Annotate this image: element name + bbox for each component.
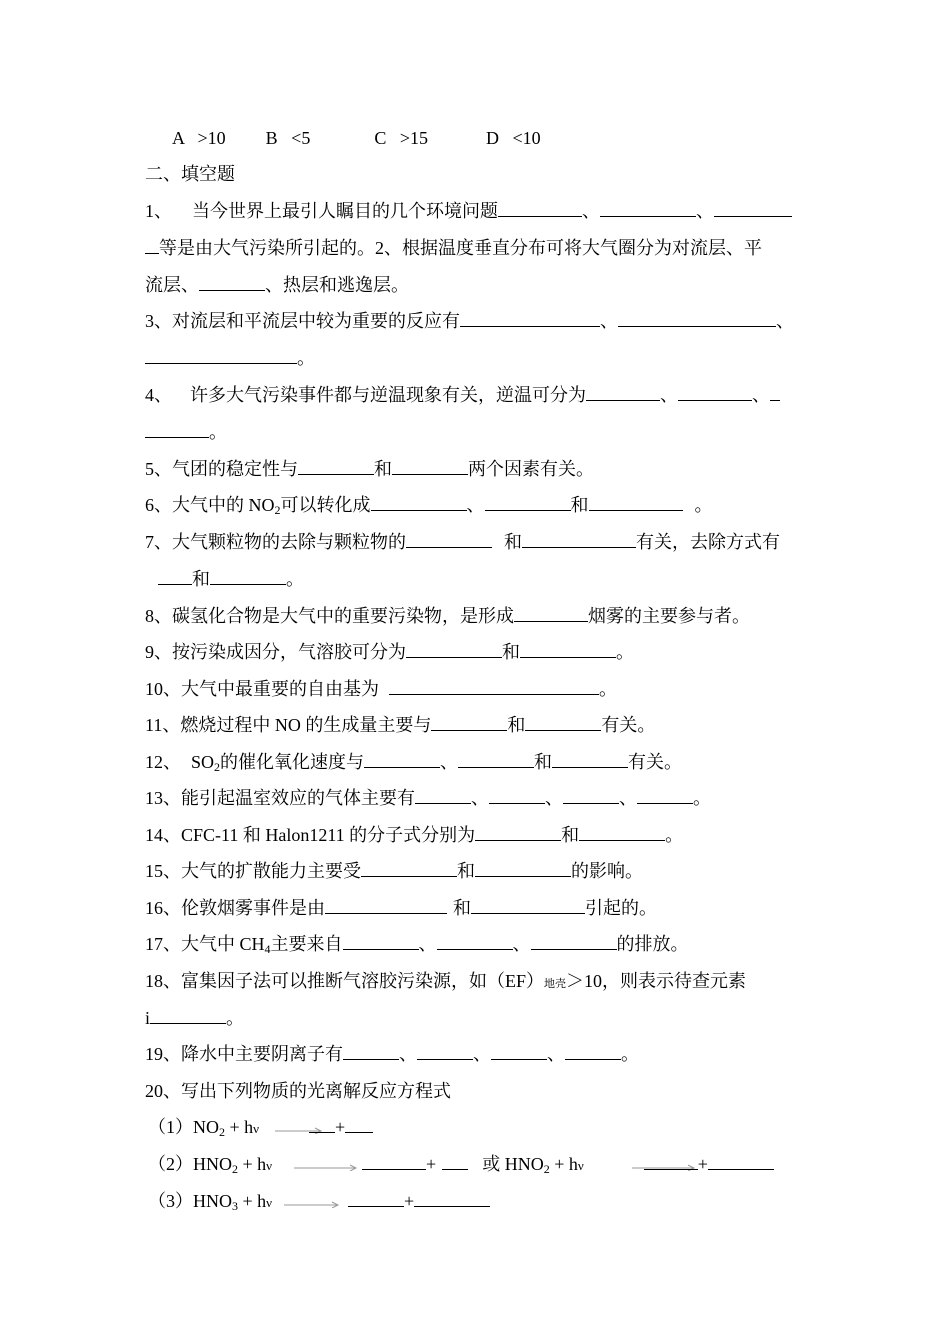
question-19	[145, 1042, 639, 1066]
separator: 、	[471, 788, 489, 808]
answer-blank[interactable]	[415, 786, 471, 804]
conjunction: 和	[502, 642, 520, 662]
answer-blank[interactable]	[362, 1152, 426, 1170]
plus-sign: +	[697, 1154, 708, 1174]
q14-text-a: 14、CFC-11 和 Halon1211 的分子式分别为	[145, 825, 476, 845]
answer-blank[interactable]	[678, 383, 752, 401]
answer-blank[interactable]	[414, 1189, 490, 1207]
q10-text-a: 10、大气中最重要的自由基为	[145, 679, 379, 699]
separator: 、	[545, 788, 563, 808]
q16-text-b: 引起的。	[585, 898, 657, 918]
subscript: 2	[232, 1162, 238, 1176]
question-11	[145, 713, 655, 737]
period: 。	[226, 1008, 245, 1028]
q5-text-b: 两个因素有关。	[468, 459, 594, 479]
q7-text-b: 有关，去除方式有	[636, 532, 780, 552]
q1-text-d: 、热层和逃逸层。	[265, 275, 409, 295]
q17-text-c: 的排放。	[616, 934, 689, 954]
eq2-or-label: 或 HNO	[482, 1154, 544, 1174]
answer-blank[interactable]	[489, 786, 545, 804]
arrow-right-icon	[284, 1198, 342, 1208]
answer-blank[interactable]	[406, 530, 492, 548]
separator: 、	[512, 934, 531, 954]
subscript: 2	[543, 1162, 550, 1176]
question-13	[145, 786, 711, 810]
answer-blank[interactable]	[325, 896, 447, 914]
answer-blank[interactable]	[637, 786, 693, 804]
q11-text-a: 11、燃烧过程中 NO 的生成量主要与	[145, 715, 432, 735]
answer-blank[interactable]	[158, 567, 192, 585]
eq2-label: （2）HNO	[148, 1154, 232, 1174]
question-9	[145, 640, 634, 664]
separator: 、	[547, 1044, 565, 1064]
arrow-right-icon	[294, 1161, 360, 1171]
answer-blank[interactable]	[361, 859, 457, 877]
q18-text-a: 18、富集因子法可以推断气溶胶污染源，如（EF）	[145, 971, 545, 991]
period: 。	[599, 679, 617, 699]
answer-blank[interactable]	[514, 604, 588, 622]
q9-text-a: 9、按污染成因分，气溶胶可分为	[145, 642, 406, 662]
conjunction: 和	[534, 752, 553, 772]
answer-blank[interactable]	[392, 457, 468, 475]
period: 。	[297, 348, 315, 368]
separator: 、	[600, 311, 618, 331]
eq1-rest: + h	[225, 1117, 254, 1137]
equation-1	[148, 1115, 373, 1141]
question-7-line-1	[145, 530, 780, 554]
answer-blank[interactable]	[309, 1115, 335, 1133]
question-1-line-2	[145, 236, 762, 260]
answer-blank[interactable]	[150, 1006, 226, 1024]
q12-number: 12、	[145, 752, 181, 772]
equation-2	[148, 1152, 774, 1178]
subscript: 4	[264, 942, 271, 956]
plus-sign: +	[335, 1117, 346, 1137]
subscript: 3	[232, 1199, 238, 1213]
answer-blank[interactable]	[708, 1152, 774, 1170]
section-title: 二、填空题	[145, 164, 235, 184]
question-8	[145, 604, 750, 628]
subscript: 2	[219, 1125, 225, 1139]
answer-blank[interactable]	[343, 932, 419, 950]
q4-text-a: 许多大气污染事件都与逆温现象有关，逆温可分为	[190, 385, 586, 405]
question-12	[145, 750, 682, 774]
answer-blank[interactable]	[431, 713, 507, 731]
q17-text-b: 主要来自	[270, 934, 343, 954]
q15-text-a: 15、大气的扩散能力主要受	[145, 861, 361, 881]
answer-blank[interactable]	[579, 823, 665, 841]
question-1-line-3	[145, 273, 409, 297]
eq2-rest: + h	[238, 1154, 267, 1174]
answer-blank[interactable]	[389, 677, 599, 695]
separator: 、	[696, 201, 714, 221]
separator: 、	[582, 201, 600, 221]
answer-blank[interactable]	[563, 786, 619, 804]
answer-blank[interactable]	[364, 750, 440, 768]
question-18-line-2	[145, 1006, 244, 1030]
q18-text-c: i	[145, 1008, 151, 1028]
q19-text-a: 19、降水中主要阴离子有	[145, 1044, 343, 1064]
question-10	[145, 677, 617, 701]
answer-blank[interactable]	[531, 932, 617, 950]
conjunction: 和	[457, 861, 475, 881]
answer-blank[interactable]	[343, 1042, 399, 1060]
q12-text-c: 有关。	[628, 752, 683, 772]
answer-blank[interactable]	[522, 530, 636, 548]
answer-blank[interactable]	[485, 493, 571, 511]
q12-text-a: SO	[191, 752, 215, 772]
period: 。	[694, 495, 713, 515]
q12-text-b: 的催化氧化速度与	[220, 752, 365, 772]
period: 。	[665, 825, 684, 845]
answer-blank[interactable]	[345, 1115, 373, 1133]
q11-text-b: 有关。	[601, 715, 656, 735]
question-3-line-1	[145, 309, 794, 333]
separator: 、	[399, 1044, 417, 1064]
answer-blank[interactable]	[586, 383, 660, 401]
conjunction: 和	[453, 898, 471, 918]
q16-text-a: 16、伦敦烟雾事件是由	[145, 898, 325, 918]
period: 。	[621, 1044, 639, 1064]
question-17	[145, 932, 689, 956]
separator: 、	[619, 788, 637, 808]
separator: 、	[466, 495, 485, 515]
nu-symbol: ν	[577, 1158, 584, 1173]
subscript: 2	[274, 503, 281, 517]
eq3-label: （3）HNO	[148, 1191, 232, 1211]
answer-blank[interactable]	[417, 1042, 473, 1060]
choice-d: D <10	[486, 128, 541, 148]
answer-blank[interactable]	[145, 420, 209, 438]
question-14	[145, 823, 683, 847]
q6-text-b: 可以转化成	[280, 495, 371, 515]
choice-c: C >15	[374, 128, 429, 148]
conjunction: 和	[570, 495, 589, 515]
answer-blank[interactable]	[199, 273, 265, 291]
conjunction: 和	[192, 569, 210, 589]
answer-blank[interactable]	[475, 859, 571, 877]
q7-text-a: 7、大气颗粒物的去除与颗粒物的	[145, 532, 406, 552]
question-20: 20、写出下列物质的光离解反应方程式	[145, 1081, 451, 1101]
question-16	[145, 896, 657, 920]
q1-text-b: 等是由大气污染所引起的。2、根据温度垂直分布可将大气圈分为对流层、平	[159, 238, 762, 258]
separator: 、	[473, 1044, 491, 1064]
answer-blank[interactable]	[520, 640, 616, 658]
q13-text-a: 13、能引起温室效应的气体主要有	[145, 788, 415, 808]
answer-blank[interactable]	[437, 932, 513, 950]
answer-blank[interactable]	[618, 309, 776, 327]
question-3-line-2	[145, 346, 315, 370]
nu-symbol: ν	[266, 1158, 273, 1173]
subscript: 2	[214, 760, 221, 774]
conjunction: 和	[374, 459, 392, 479]
eq3-rest: + h	[238, 1191, 267, 1211]
answer-blank[interactable]	[589, 493, 683, 511]
choice-a: A >10	[172, 128, 226, 148]
eq1-label: （1）NO	[148, 1117, 219, 1137]
q1-number: 1、	[145, 201, 172, 221]
separator: 、	[418, 934, 437, 954]
conjunction: 和	[504, 532, 522, 552]
nu-symbol: ν	[253, 1121, 260, 1136]
answer-blank[interactable]	[644, 1152, 698, 1170]
answer-blank[interactable]	[491, 1042, 547, 1060]
q17-text-a: 17、大气中 CH	[145, 934, 265, 954]
nu-symbol: ν	[266, 1195, 273, 1210]
question-15	[145, 859, 643, 883]
separator: 、	[776, 311, 794, 331]
question-4-line-2	[145, 420, 227, 444]
question-6	[145, 493, 713, 517]
q8-text-b: 烟雾的主要参与者。	[588, 606, 750, 626]
plus-sign: +	[426, 1154, 437, 1174]
answer-blank[interactable]	[460, 309, 600, 327]
answer-blank[interactable]	[145, 346, 297, 364]
conjunction: 和	[507, 715, 526, 735]
choice-row	[172, 126, 541, 150]
answer-blank[interactable]	[371, 493, 467, 511]
eq2-rest-2: + h	[549, 1154, 578, 1174]
equation-3	[148, 1189, 490, 1215]
question-7-line-2	[158, 567, 304, 591]
q15-text-b: 的影响。	[571, 861, 643, 881]
answer-blank[interactable]	[565, 1042, 621, 1060]
answer-blank[interactable]	[498, 199, 582, 217]
answer-blank[interactable]	[552, 750, 628, 768]
answer-blank[interactable]	[298, 457, 374, 475]
answer-blank[interactable]	[471, 896, 585, 914]
separator: 、	[660, 385, 678, 405]
q1-text-c: 流层、	[145, 275, 199, 295]
period: 。	[286, 569, 304, 589]
answer-blank[interactable]	[714, 199, 792, 217]
choice-b: B <5	[265, 128, 311, 148]
answer-blank[interactable]	[210, 567, 286, 585]
question-5	[145, 457, 594, 481]
period: 。	[209, 422, 227, 442]
question-1-line-1	[145, 199, 792, 223]
subscript-label: 地壳	[544, 978, 567, 990]
q8-text-a: 8、碳氢化合物是大气中的重要污染物，是形成	[145, 606, 514, 626]
answer-blank[interactable]	[525, 713, 601, 731]
answer-blank[interactable]	[458, 750, 534, 768]
answer-blank[interactable]	[442, 1152, 468, 1170]
conjunction: 和	[561, 825, 580, 845]
answer-blank[interactable]	[145, 236, 159, 254]
q3-text-a: 3、对流层和平流层中较为重要的反应有	[145, 311, 460, 331]
period: 。	[693, 788, 711, 808]
plus-sign: +	[404, 1191, 415, 1211]
period: 。	[616, 642, 634, 662]
q1-text-a: 当今世界上最引人瞩目的几个环境问题	[192, 201, 498, 221]
q4-number: 4、	[145, 385, 172, 405]
question-4-line-1	[145, 383, 780, 407]
answer-blank[interactable]	[770, 383, 780, 401]
separator: 、	[752, 385, 770, 405]
answer-blank[interactable]	[475, 823, 561, 841]
question-18-line-1	[145, 969, 746, 996]
separator: 、	[440, 752, 459, 772]
q5-text-a: 5、气团的稳定性与	[145, 459, 298, 479]
q18-text-b: ＞10，则表示待查元素	[566, 971, 747, 991]
q6-text-a: 6、大气中的 NO	[145, 495, 275, 515]
answer-blank[interactable]	[348, 1189, 404, 1207]
answer-blank[interactable]	[600, 199, 696, 217]
answer-blank[interactable]	[406, 640, 502, 658]
